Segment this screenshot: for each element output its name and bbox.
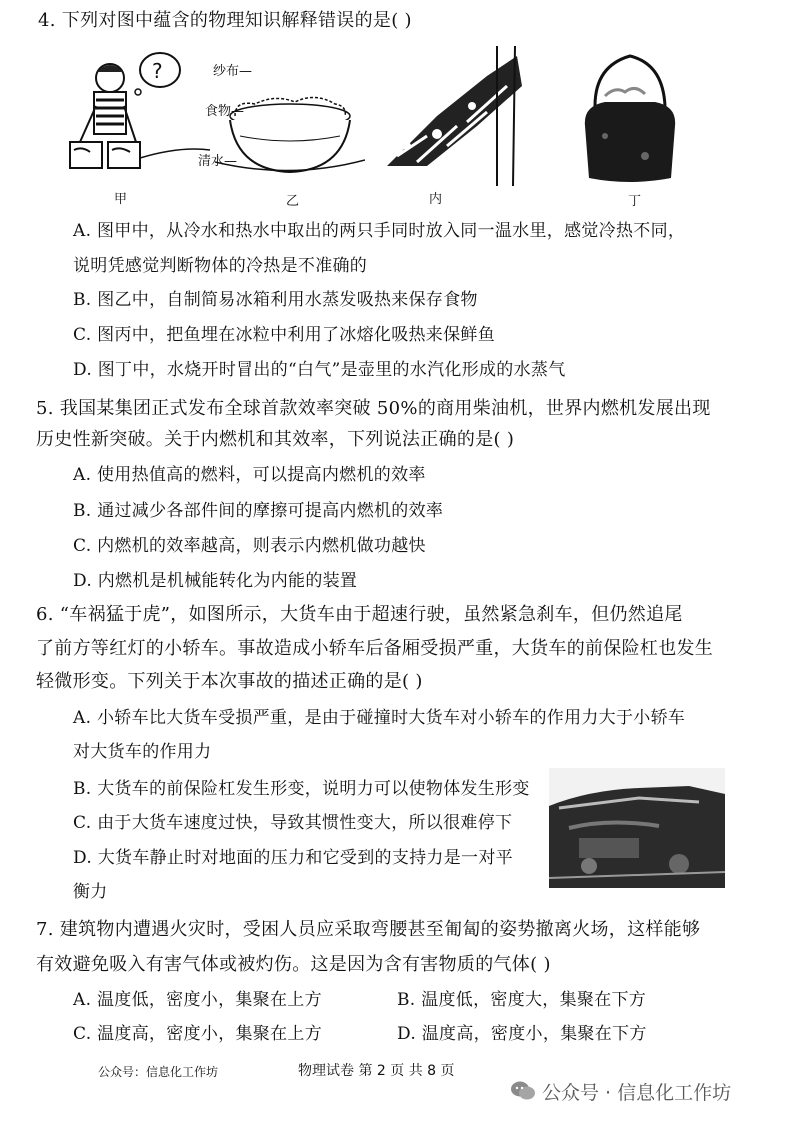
q4-option-d: D. 图丁中，水烧开时冒出的“白气”是壶里的水汽化形成的水蒸气 [73,360,566,380]
q7-option-d: D. 温度高，密度小，集聚在下方 [397,1024,647,1044]
figure-truck-car-accident-photo [549,768,725,888]
figure-yi-simple-fridge [215,80,365,190]
figure-ding-label: 丁 [628,194,642,209]
figure-bing-label: 内 [429,192,443,207]
q6-option-c: C. 由于大货车速度过快，导致其惯性变大，所以很难停下 [73,813,513,833]
figure-ding-boiling-kettle [575,46,685,186]
q4-option-b: B. 图乙中，自制简易冰箱利用水蒸发吸热来保存食物 [73,290,478,310]
q4-option-c: C. 图丙中，把鱼埋在冰粒中利用了冰熔化吸热来保鲜鱼 [73,325,496,345]
q5-stem-line2: 历史性新突破。关于内燃机和其效率，下列说法正确的是( ) [36,429,515,450]
q6-stem-line3: 轻微形变。下列关于本次事故的描述正确的是( ) [36,671,423,692]
q7-option-c: C. 温度高，密度小，集聚在上方 [73,1024,323,1044]
q5-option-d: D. 内燃机是机械能转化为内能的装置 [73,571,358,591]
q5-option-b: B. 通过减少各部件间的摩擦可提高内燃机的效率 [73,501,444,521]
q7-option-a: A. 温度低，密度小，集聚在上方 [73,990,322,1010]
q4-option-a-cont: 说明凭感觉判断物体的冷热是不准确的 [73,256,368,276]
q7-stem-line2: 有效避免吸入有害气体或被灼伤。这是因为含有害物质的气体( ) [36,954,551,975]
figure-jia-label: 甲 [114,192,128,207]
q5-option-a: A. 使用热值高的燃料，可以提高内燃机的效率 [73,465,426,485]
figure-bing-fish-in-ice [377,46,527,186]
q6-option-d: D. 大货车静止时对地面的压力和它受到的支持力是一对平 [73,848,513,868]
svg-text:?: ? [152,59,163,83]
label-qing-shui: 清水— [198,154,238,169]
wechat-logo-icon [510,1080,536,1102]
q6-option-b: B. 大货车的前保险杠发生形变，说明力可以使物体发生形变 [73,779,530,799]
q4-stem: 4. 下列对图中蕴含的物理知识解释错误的是( ) [38,10,412,31]
q6-stem-line2: 了前方等红灯的小轿车。事故造成小轿车后备厢受损严重，大货车的前保险杠也发生 [36,638,714,659]
q6-stem-line1: 6. “车祸猛于虎”，如图所示，大货车由于超速行驶，虽然紧急刹车，但仍然追尾 [36,604,683,625]
q7-stem-line1: 7. 建筑物内遭遇火灾时，受困人员应采取弯腰甚至匍匐的姿势撤离火场，这样能够 [36,919,701,940]
q6-option-a: A. 小轿车比大货车受损严重，是由于碰撞时大货车对小轿车的作用力大于小轿车 [73,708,686,728]
q6-option-d-cont: 衡力 [73,882,108,902]
figure-jia-boy-hands-in-water [60,50,220,180]
q6-option-a-cont: 对大货车的作用力 [73,742,212,762]
label-shi-wu: 食物— [205,104,245,119]
figure-yi-label: 乙 [286,194,300,209]
q5-stem-line1: 5. 我国某集团正式发布全球首款效率突破 50%的商用柴油机，世界内燃机发展出现 [36,398,711,419]
q4-option-a: A. 图甲中，从冷水和热水中取出的两只手同时放入同一温水里，感觉冷热不同， [73,221,686,241]
q5-option-c: C. 内燃机的效率越高，则表示内燃机做功越快 [73,536,426,556]
q7-option-b: B. 温度低，密度大，集聚在下方 [397,990,647,1010]
footer-account-name: 公众号：信息化工作坊 [98,1065,219,1079]
watermark-text: 公众号 · 信息化工作坊 [542,1082,732,1104]
footer-page-number: 物理试卷 第 2 页 共 8 页 [298,1063,455,1079]
label-sha-bu: 纱布— [213,64,253,79]
